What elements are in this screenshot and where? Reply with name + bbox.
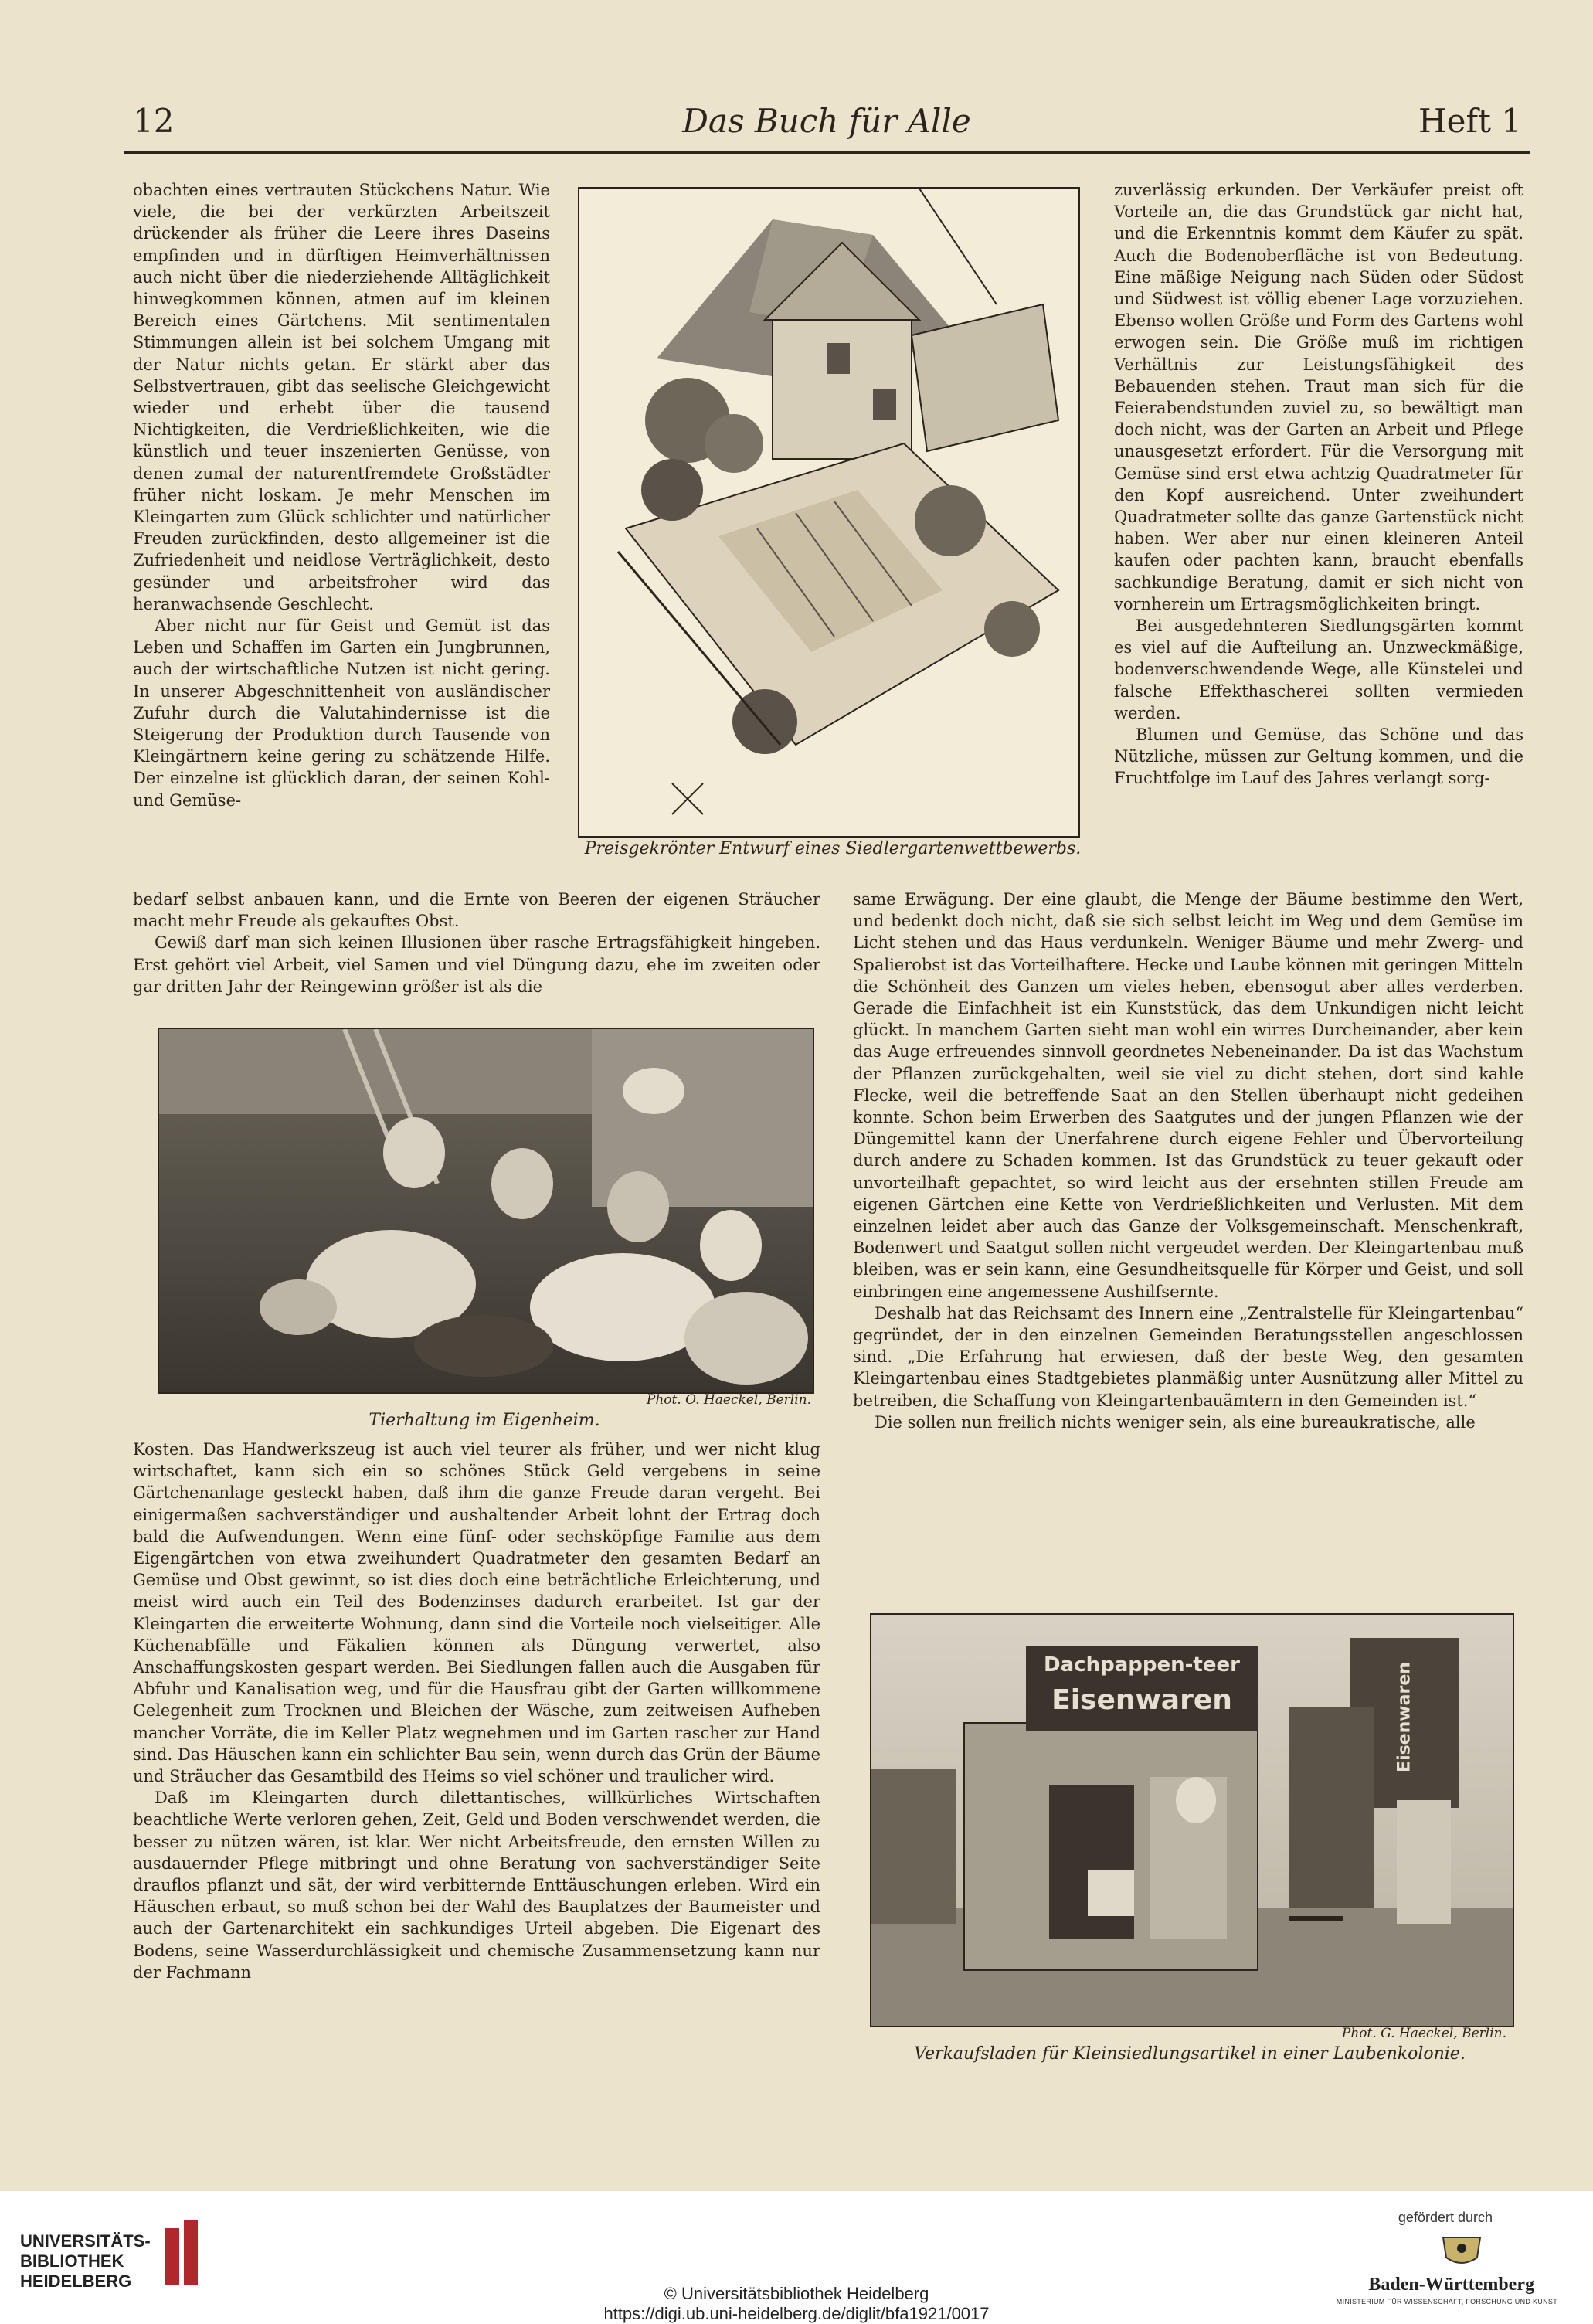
footer <box>0 2191 1593 2323</box>
library-logo-icon <box>162 2220 209 2287</box>
left-column-top <box>133 179 550 890</box>
state-crest-icon <box>1438 2233 1485 2270</box>
paragraph: Gewiß darf man sich keinen Illusionen über rasche Ertragsfähigkeit hingeben. Erst gehört viel Arbeit, viel Samen und viel Düngung dazu, ehe im zweiten oder gar dritten Jahr der Reingewinn größer ist als die <box>133 933 820 996</box>
ministry-name: MINISTERIUM FÜR WISSENSCHAFT, FORSCHUNG UND KUNST <box>1336 2298 1557 2305</box>
shop-photo <box>870 1613 1514 2027</box>
paragraph: Die sollen nun freilich nichts weniger sein, als eine bureaukratische, alle <box>875 1412 1476 1432</box>
library-logo-mark <box>162 2220 209 2287</box>
children-photo <box>158 1028 814 1394</box>
paragraph: obachten eines vertrauten Stückchens Natur. Wie viele, die bei der verkürzten Arbeitszeit drückender als früher die Leere ihres Daseins empfinden und in dürftigen Heimverhältnissen auch nicht über die niederziehende Alltäglichkeit hinwegkommen können, atmen auf im kleinen Bereich eines Gärtchens. Mit sentimentalen Stimmungen allein ist bei solchem Umgang mit der Natur nichts getan. Er stärkt aber das Selbstvertrauen, gibt das seelische Gleichgewicht wieder und erhebt über die tausend Nichtigkeiten, die Verdrießlichkeiten, wie die künstlich und teuer inszenierten Genüsse, von denen zumal der naturentfremdete Großstädter früher nicht loskam. Je mehr Menschen im Kleingarten zum Glück schlichter und natürlicher Freuden zurückfinden, desto allgemeiner ist die Zufriedenheit und neidlose Verträglichkeit, desto gesünder und arbeitsfroher wird das heranwachsende Geschlecht. <box>133 181 550 613</box>
house-drawing <box>579 189 1078 836</box>
library-logo-text: UNIVERSITÄTS- BIBLIOTHEK HEIDELBERG <box>20 2231 151 2291</box>
page-url[interactable]: https://digi.ub.uni-heidelberg.de/diglit/bfa1921/0017 <box>603 2304 990 2323</box>
shop-sign-main-2: Eisenwaren <box>1051 1684 1232 1716</box>
children-photo-caption: Tierhaltung im Eigenheim. <box>369 1411 600 1430</box>
copyright: © Universitätsbibliothek Heidelberg <box>664 2284 929 2303</box>
funded-by: gefördert durch <box>1398 2210 1493 2225</box>
shop-sign-side: Eisenwaren <box>1394 1662 1415 1772</box>
paragraph: same Erwägung. Der eine glaubt, die Menge der Bäume bestimme den Wert, und bedenkt doch nicht, daß sie sich selbst leicht im Weg und dem Gemüse im Licht stehen und das Haus verdunkeln. Weniger Bäume und mehr Zwerg- und Spalierobst ist das Vorteilhaftere. Hecke und Laube können mit geringen Mitteln die Schönheit des Ganzen um vieles heben, ebensogut aber alles verderben. Gerade die Einfachheit ist ein Kunststück, das dem Unkundigen nicht leicht glückt. In manchem Garten sieht man wohl ein wirres Durcheinander, aber kein das Auge erfreuendes sinnvoll geordnetes Nebeneinander. Da ist das Wachstum der Pflanzen zurückgehalten, weil sie viel zu dicht stehen, dort sind kahle Flecke, weil die betreffende Saat an den Stellen überhaupt nicht gedeihen konnte. Schon beim Erwerben des Saatgutes und der jungen Pflanzen wie der Düngemittel kann der Unerfahrene durch eigene Fehler und Übervorteilung durch andere zu Schaden kommen. Ist das Grundstück zu teuer gekauft oder unvorteilhaft gepachtet, so wird leicht aus der ersehnten stillen Freude am eigenen Gärtchen eine Kette von Verdrießlichkeiten und Verlusten. Mit dem einzelnen leidet aber auch das Ganze der Volksgemeinschaft. Menschenkraft, Bodenwert und Saatgut sollen nicht vergeudet werden. Der Kleingartenbau muß bleiben, was er sein kann, eine Gesundheitsquelle für Körper und Geist, und soll einbringen eine angemessene Aushilfsernte. <box>853 890 1523 1301</box>
paragraph: Bei ausgedehnteren Siedlungsgärten kommt es viel auf die Aufteilung an. Unzweckmäßige, bodenverschwendende Wege, alle Künstelei und falsche Effekthascherei sollten vermieden werden. <box>1114 617 1523 722</box>
shop-photo-caption: Verkaufsladen für Kleinsiedlungsartikel in einer Laubenkolonie. <box>914 2044 1466 2064</box>
house-caption: Preisgekrönter Entwurf eines Siedlergartenwettbewerbs. <box>584 839 1082 858</box>
children-photo-image <box>159 1029 813 1392</box>
children-photo-credit: Phot. O. Haeckel, Berlin. <box>646 1392 811 1408</box>
paragraph: Daß im Kleingarten durch dilettantisches, willkürliches Wirtschaften beachtliche Werte verloren gehen, Zeit, Geld und Boden verschwendet werden, die besser zu nützen wären, ist klar. Wer nicht Arbeitsfreude, den ernsten Willen zu ausdauernder Pflege mitbringt und ohne Beratung von sachverständiger Seite drauflos pflanzt und sät, der wird verbitternde Enttäuschungen erleben. Wird ein Häuschen erbaut, so muß schon bei der Wahl des Bauplatzes der Baumeister und auch der Gartenarchitekt ein sachkundiges Urteil abgeben. Die Eigenart des Bodens, seine Wasserdurchlässigkeit und chemische Zusammensetzung kann nur der Fachmann <box>133 1789 820 1982</box>
page-header <box>124 99 1530 153</box>
house-figure <box>578 187 1080 838</box>
header-rule <box>124 151 1530 154</box>
journal-title: Das Buch für Alle <box>682 102 971 140</box>
paragraph: zuverlässig erkunden. Der Verkäufer preist oft Vorteile an, die das Grundstück gar nicht hat, und die Erkenntnis kommt dem Käufer zu spät. Auch die Bodenoberfläche ist von Bedeutung. Eine mäßige Neigung nach Süden oder Südost und Südwest ist völlig ebener Lage vorzuziehen. Ebenso wollen Größe und Form des Gartens wohl erwogen sein. Die Größe muß im richtigen Verhältnis zur Leistungsfähigkeit des Bebauenden stehen. Traut man sich für die Feierabendstunden zuviel zu, so bewältigt man doch nicht, was der Garten an Arbeit und Pflege unausgesetzt erfordert. Für die Versorgung mit Gemüse sind erst etwa achtzig Quadratmeter für den Kopf ausreichend. Unter zweihundert Quadratmeter sollte das ganze Gartenstück nicht haben. Wer aber nur einen kleineren Anteil kaufen oder pachten kann, braucht ebenfalls sachkundige Beratung, damit er sich nicht von vornherein um Ertragsmöglichkeiten bringt. <box>1114 181 1523 613</box>
left-column-wide <box>133 888 820 1004</box>
paragraph: bedarf selbst anbauen kann, und die Ernte von Beeren der eigenen Sträucher macht mehr Freude als gekauftes Obst. <box>133 890 820 931</box>
paragraph: Aber nicht nur für Geist und Gemüt ist das Leben und Schaffen im Garten ein Jungbrunnen, auch der wirtschaftliche Nutzen ist nicht gering. In unserer Abgeschnittenheit von ausländischer Zufuhr durch die Valutahindernisse ist die Steigerung der Produktion durch Tausende von Kleingärtnern keine gering zu schätzende Hilfe. Der einzelne ist glücklich daran, der seinen Kohl- und Gemüse- <box>133 617 550 810</box>
shop-photo-credit: Phot. G. Haeckel, Berlin. <box>1341 2026 1506 2041</box>
paragraph: Blumen und Gemüse, das Schöne und das Nützliche, müssen zur Geltung kommen, und die Fruchtfolge im Lauf des Jahres verlangt sorg- <box>1114 725 1523 788</box>
right-column-middle <box>853 888 1523 1584</box>
paragraph: Deshalb hat das Reichsamt des Innern eine „Zentralstelle für Kleingartenbau“ gegründet, der in den einzelnen Gemeinden Beratungsstellen angeschlossen sind. „Die Erfahrung hat erwiesen, daß der beste Weg, den gesamten Kleingartenbau eines Stadtgebietes planmäßig unter Ausnützung aller Mittel zu betreiben, die Schaffung von Kleingartenbauämtern in den Gemeinden ist.“ <box>853 1303 1523 1410</box>
paragraph: Kosten. Das Handwerkszeug ist auch viel teurer als früher, und wer nicht klug wirtschaftet, kann sich ein so schönes Stück Geld vergebens in seine Gärtchenanlage gesteckt haben, daß ihm die ganze Freude daran vergeht. Bei einigermaßen sachverständiger und aushaltender Arbeit lohnt der Ertrag doch bald die Aufwendungen. Wenn eine fünf- oder sechsköpfige Familie aus dem Eigengärtchen von etwa zweihundert Quadratmeter den gesamten Bedarf an Gemüse und Obst gewinnt, so ist dies doch eine beträchtliche Erleichterung, und meist wird auch ein Teil des Bodenzinses dadurch erarbeitet. Ist gar der Kleingarten die erweiterte Wohnung, dann sind die Vorteile noch vielseitiger. Alle Küchenabfälle und Fäkalien können als Düngung verwertet, also Anschaffungskosten gespart werden. Bei Siedlungen fallen auch die Ausgaben für Abfuhr und Kanalisation weg, und für die Hausfrau gibt der Garten willkommene Gelegenheit zum Trocknen und Bleichen der Wäsche, zum zeitweisen Aufheben mancher Vorräte, die im Keller Platz wegnehmen und im Garten rascher zur Hand sind. Das Häuschen kann ein schlichter Bau sein, wenn durch das Grün der Bäume und Sträucher das Gesamtbild des Heims so viel schöner und traulicher wird. <box>133 1440 820 1786</box>
left-column-bottom <box>133 1439 820 2080</box>
shop-sign-main-1: Dachpappen-teer <box>1044 1653 1240 1677</box>
issue-number: Heft 1 <box>1418 102 1522 140</box>
right-column-top <box>1114 179 1523 890</box>
page-number: 12 <box>133 102 175 140</box>
state-name: Baden-Württemberg <box>1368 2275 1534 2295</box>
